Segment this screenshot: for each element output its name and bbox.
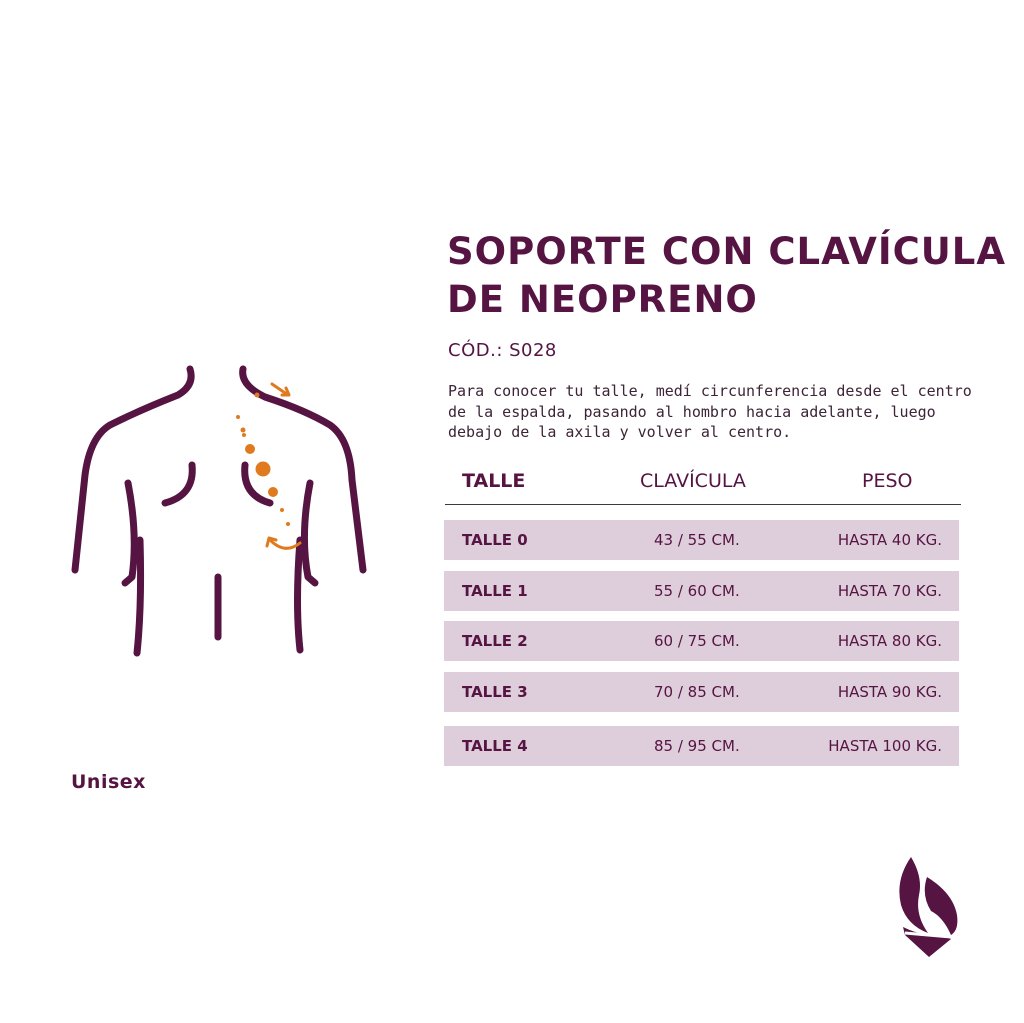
measurement-path bbox=[236, 393, 290, 527]
row-size: TALLE 0 bbox=[462, 531, 528, 549]
header-clavicula: CLAVÍCULA bbox=[640, 470, 746, 492]
row-size: TALLE 4 bbox=[462, 737, 528, 755]
torso-measurement-illustration bbox=[60, 355, 380, 665]
row-weight: HASTA 70 KG. bbox=[837, 582, 942, 600]
table-row bbox=[444, 621, 959, 661]
table-row bbox=[444, 672, 959, 712]
row-weight: HASTA 40 KG. bbox=[837, 531, 942, 549]
product-title bbox=[447, 228, 1007, 324]
row-clavicle: 55 / 60 CM. bbox=[654, 582, 740, 600]
row-clavicle: 43 / 55 CM. bbox=[654, 531, 740, 549]
brand-flame-logo bbox=[893, 855, 963, 960]
row-size: TALLE 3 bbox=[462, 683, 528, 701]
row-clavicle: 70 / 85 CM. bbox=[654, 683, 740, 701]
product-title-line2: DE NEOPRENO bbox=[447, 278, 758, 321]
product-code: CÓD.: S028 bbox=[448, 340, 557, 361]
instructions-line: Para conocer tu talle, medí circunferencia desde el centro bbox=[448, 382, 972, 400]
table-row bbox=[444, 520, 959, 560]
table-row bbox=[444, 571, 959, 611]
row-clavicle: 85 / 95 CM. bbox=[654, 737, 740, 755]
row-weight: HASTA 80 KG. bbox=[837, 632, 942, 650]
row-clavicle: 60 / 75 CM. bbox=[654, 632, 740, 650]
row-weight: HASTA 90 KG. bbox=[837, 683, 942, 701]
table-row bbox=[444, 726, 959, 766]
instructions-line: debajo de la axila y volver al centro. bbox=[448, 423, 792, 441]
instructions-line: de la espalda, pasando al hombro hacia adelante, luego bbox=[448, 402, 936, 421]
row-size: TALLE 1 bbox=[462, 582, 528, 600]
row-weight: HASTA 100 KG. bbox=[828, 737, 942, 755]
row-size: TALLE 2 bbox=[462, 632, 528, 650]
header-peso: PESO bbox=[862, 470, 913, 492]
measurement-instructions bbox=[448, 381, 988, 443]
gender-label: Unisex bbox=[71, 771, 146, 793]
header-talle: TALLE bbox=[462, 470, 526, 492]
size-table-header bbox=[445, 466, 961, 505]
product-title-line1: SOPORTE CON CLAVÍCULA bbox=[447, 230, 1007, 273]
